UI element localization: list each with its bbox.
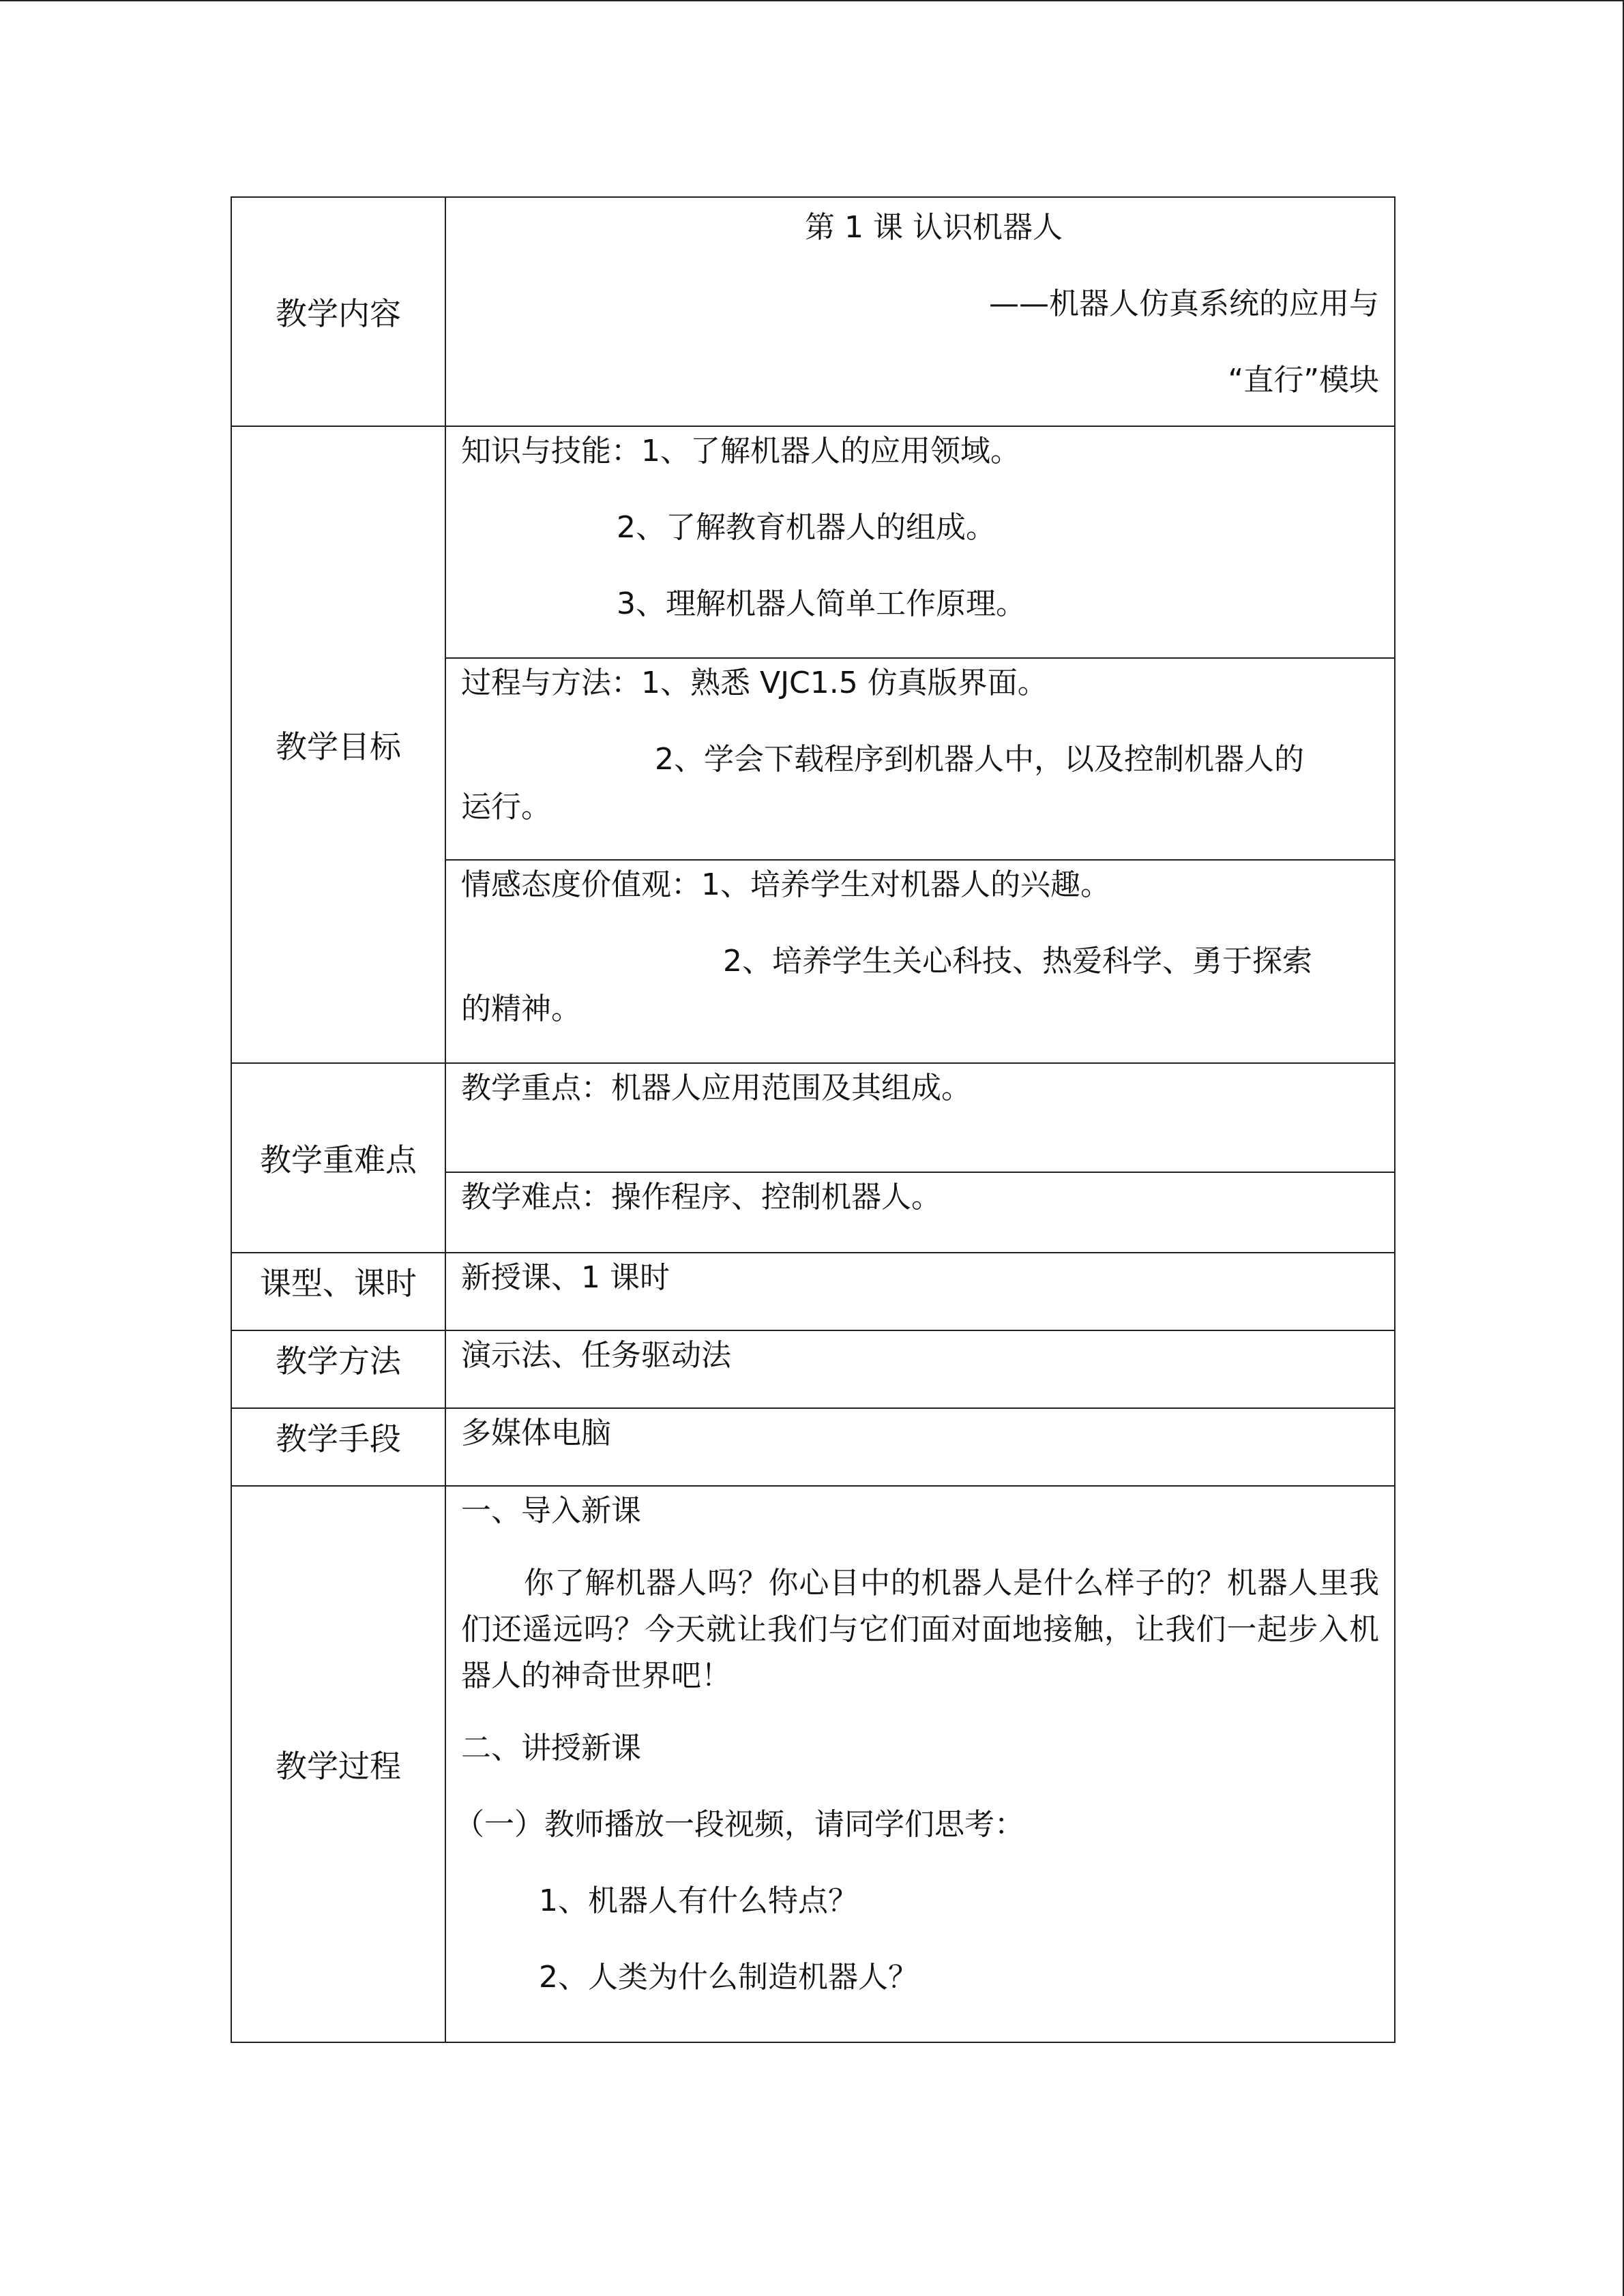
teaching-method-value: 演示法、任务驱动法 — [461, 1338, 731, 1373]
label-key-difficult-points: 教学重难点 — [231, 1063, 445, 1253]
row-objectives-knowledge — [231, 426, 1395, 658]
lesson-type-value: 新授课、1 课时 — [461, 1260, 670, 1295]
row-teaching-content — [231, 197, 1395, 426]
lesson-subtitle-line1: ——机器人仿真系统的应用与 — [989, 286, 1379, 321]
process-line2: 2、学会下载程序到机器人中，以及控制机器人的 — [655, 742, 1304, 777]
label-teaching-means: 教学手段 — [231, 1408, 445, 1486]
row-keypoints-focus — [231, 1063, 1395, 1172]
emotion-line3: 的精神。 — [461, 992, 581, 1026]
keypoints-difficulty-cell — [445, 1172, 1395, 1253]
knowledge-line1: 知识与技能：1、了解机器人的应用领域。 — [461, 434, 1020, 468]
lesson-plan-table — [231, 196, 1396, 2043]
lesson-subtitle-line2: “直行”模块 — [1228, 363, 1379, 398]
label-teaching-process: 教学过程 — [231, 1486, 445, 2042]
row-teaching-process — [231, 1486, 1395, 2042]
teaching-focus: 教学重点：机器人应用范围及其组成。 — [461, 1071, 971, 1105]
knowledge-line3: 3、理解机器人简单工作原理。 — [617, 586, 1026, 621]
section2-title: 二、讲授新课 — [461, 1731, 641, 1765]
page-top-rule — [0, 0, 1624, 1]
row-teaching-means — [231, 1408, 1395, 1486]
label-lesson-type: 课型、课时 — [231, 1253, 445, 1330]
knowledge-line2: 2、了解教育机器人的组成。 — [617, 510, 996, 545]
teaching-means-value: 多媒体电脑 — [461, 1416, 611, 1450]
teaching-method-cell — [445, 1330, 1395, 1408]
content-lesson-title-cell — [445, 197, 1395, 426]
emotion-line1: 情感态度价值观：1、培养学生对机器人的兴趣。 — [461, 867, 1110, 902]
question2: 2、人类为什么制造机器人？ — [539, 1960, 918, 1995]
label-teaching-objectives: 教学目标 — [231, 426, 445, 1063]
lesson-title: 第 1 课 认识机器人 — [805, 210, 1063, 245]
teaching-process-cell — [445, 1486, 1395, 2042]
lesson-type-cell — [445, 1253, 1395, 1330]
objectives-knowledge-cell — [445, 426, 1395, 658]
row-lesson-type — [231, 1253, 1395, 1330]
question1: 1、机器人有什么特点？ — [539, 1883, 858, 1918]
label-teaching-method: 教学方法 — [231, 1330, 445, 1408]
objectives-process-cell — [445, 658, 1395, 860]
process-line1: 过程与方法：1、熟悉 VJC1.5 仿真版界面。 — [461, 666, 1048, 700]
section1-title: 一、导入新课 — [461, 1493, 641, 1528]
keypoints-focus-cell — [445, 1063, 1395, 1172]
row-teaching-method — [231, 1330, 1395, 1408]
teaching-means-cell — [445, 1408, 1395, 1486]
teaching-difficulty: 教学难点：操作程序、控制机器人。 — [461, 1180, 941, 1214]
objectives-emotion-cell — [445, 860, 1395, 1063]
emotion-line2: 2、培养学生关心科技、热爱科学、勇于探索 — [723, 944, 1312, 979]
subsection1-title: （一）教师播放一段视频，请同学们思考： — [454, 1807, 1024, 1842]
label-teaching-content: 教学内容 — [231, 197, 445, 426]
section1-paragraph: 你了解机器人吗？你心目中的机器人是什么样子的？机器人里我们还遥远吗？今天就让我们与它们面对面地接触，让我们一起步入机器人的神奇世界吧！ — [461, 1566, 1379, 1693]
process-line3: 运行。 — [461, 790, 551, 824]
